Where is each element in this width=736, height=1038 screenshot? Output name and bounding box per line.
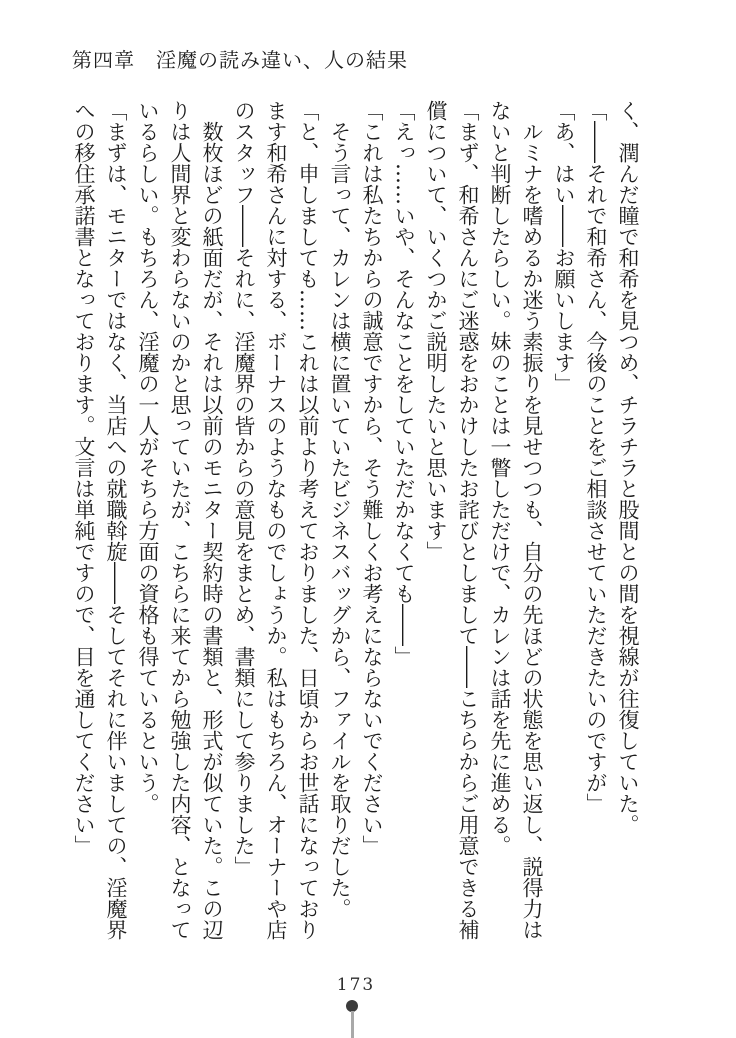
paragraph: 「まずは、モニターではなく、当店への就職斡旋――そしてそれに伴いましての、淫魔界への移住承諾書となっております。文言は単純ですので、目を通してください」	[72, 100, 128, 940]
body-text	[68, 100, 644, 942]
page-number: 173	[336, 975, 376, 995]
chapter-heading: 第四章 淫魔の読み違い、人の結果	[72, 48, 408, 72]
paragraph: 「えっ……いや、そんなことをしていただかなくても――」	[392, 100, 416, 667]
paragraph: 「まず、和希さんにご迷惑をおかけしたお詫びとしまして――こちらからご用意できる補償について、いくつかご説明したいと思います」	[424, 100, 480, 940]
paragraph: 「これは私たちからの誠意ですから、そう難しくお考えにならないでください」	[360, 100, 384, 856]
paragraph: 数枚ほどの紙面だが、それは以前のモニター契約時の書類と、形式が似ていた。この辺りは人間界と変わらないのかと思っていたが、こちらに来てから勉強した内容、となっているらしい。もちろん、淫魔の一人がそちら方面の資格も得ているという。	[136, 100, 224, 940]
paragraph: 「あ、はい――お願いします」	[552, 100, 576, 394]
page-marker-line	[351, 1011, 354, 1038]
paragraph: 「――それで和希さん、今後のことをご相談させていただきたいのですが」	[584, 100, 608, 814]
paragraph: く、潤んだ瞳で和希を見つめ、チラチラと股間との間を視線が往復していた。	[616, 100, 640, 835]
paragraph: ルミナを嗜めるか迷う素振りを見せつつも、自分の先ほどの状態を思い返し、説得力はないと判断したらしい。妹のことは一瞥しただけで、カレンは話を先に進める。	[488, 100, 544, 940]
paragraph: 「と、申しましても……これは以前より考えておりました、日頃からお世話になっております和希さんに対する、ボーナスのようなものでしょうか。私はもちろん、オーナーや店のスタッフ――それに、淫魔界の皆からの意見をまとめ、書類にして参りました」	[232, 100, 320, 940]
paragraph: そう言って、カレンは横に置いていたビジネスバッグから、ファイルを取りだした。	[328, 121, 352, 919]
